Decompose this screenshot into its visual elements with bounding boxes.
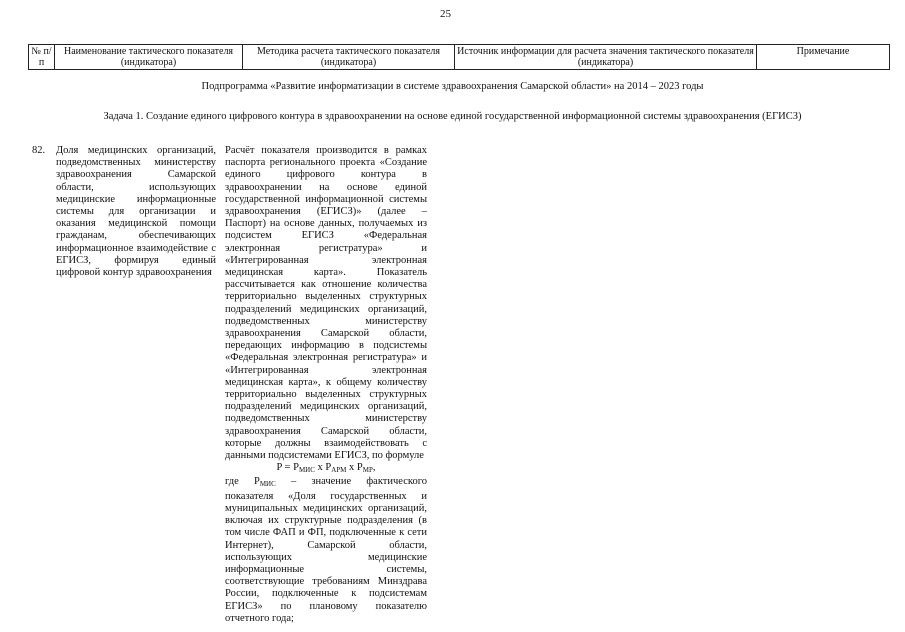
- row-number: 82.: [32, 145, 46, 156]
- page-number: 25: [440, 8, 451, 20]
- where-sub: МИС: [259, 480, 276, 489]
- where-clause: [225, 476, 427, 624]
- header-cell-note: Примечание: [757, 45, 890, 70]
- formula-sub-arm: АРМ: [331, 466, 347, 475]
- formula-end: ,: [372, 462, 376, 474]
- task-title: Задача 1. Создание единого цифрового контура в здравоохранении на основе единой государственной информационной системы здравоохранения (ЕГИСЗ): [103, 111, 802, 122]
- formula-op2: x P: [346, 462, 363, 474]
- method-intro: Расчёт показателя производится в рамках паспорта регионального проекта «Создание единого цифрового контура в здравоохранении на основе единой государственной информационной системы здравоохранения (ЕГИСЗ)» (далее – Паспорт) на основе данных, получаемых из подсистем ЕГИСЗ «Федеральная электронная регистратура» и «Интегрированная электронная медицинская карта». Показатель рассчитывается как отношение количества территориально выделенных структурных подразделений медицинских организаций, подведомственных министерству здравоохранения Самарской области, передающих информацию в подсистемы «Федеральная электронная регистратура» и «Интегрированная электронная медицинская карта», к общему количеству территориально выделенных структурных подразделений медицинских организаций, подведомственных министерству здравоохранения Самарской области, которые должны взаимодействовать с данными подсистемами ЕГИСЗ, по формуле: [225, 145, 427, 462]
- formula: [225, 462, 427, 476]
- subprogram-title: Подпрограмма «Развитие информатизации в системе здравоохранения Самарской области» на 2014 – 2023 годы: [201, 81, 704, 92]
- indicator-table-header: [28, 44, 890, 70]
- table-header-row: [29, 45, 890, 70]
- formula-sub-mis: МИС: [298, 466, 315, 475]
- header-cell-name: Наименование тактического показателя (индикатора): [55, 45, 243, 70]
- where-prefix: где P: [225, 476, 260, 488]
- header-cell-method: Методика расчета тактического показателя (индикатора): [243, 45, 455, 70]
- indicator-name: Доля медицинских организаций, подведомственных министерству здравоохранения Самарской области, использующих медицинские информационные системы для организации и оказания медицинской помощи гражданам, обеспечивающих информационное взаимодействие с ЕГИСЗ, формируя единый цифровой контур здравоохранения: [56, 145, 216, 279]
- header-cell-number: № п/п: [29, 45, 55, 70]
- formula-op1: x P: [314, 462, 332, 474]
- formula-lhs: P = P: [276, 462, 299, 474]
- indicator-method: [225, 145, 427, 625]
- header-cell-source: Источник информации для расчета значения тактического показателя (индикатора): [455, 45, 757, 70]
- formula-sub-mr: МР: [362, 466, 373, 475]
- where-text: – значение фактического показателя «Доля государственных и муниципальных медицинских организаций, включая их структурные подразделения (в том числе ФАП и ФП, подключенные к сети Интернет), Самарской области, использующих медицинские информационные системы, соответствующие требованиям Минздрава России, подключенные к подсистемам ЕГИСЗ» по плановому показателю отчетного года;: [225, 476, 427, 624]
